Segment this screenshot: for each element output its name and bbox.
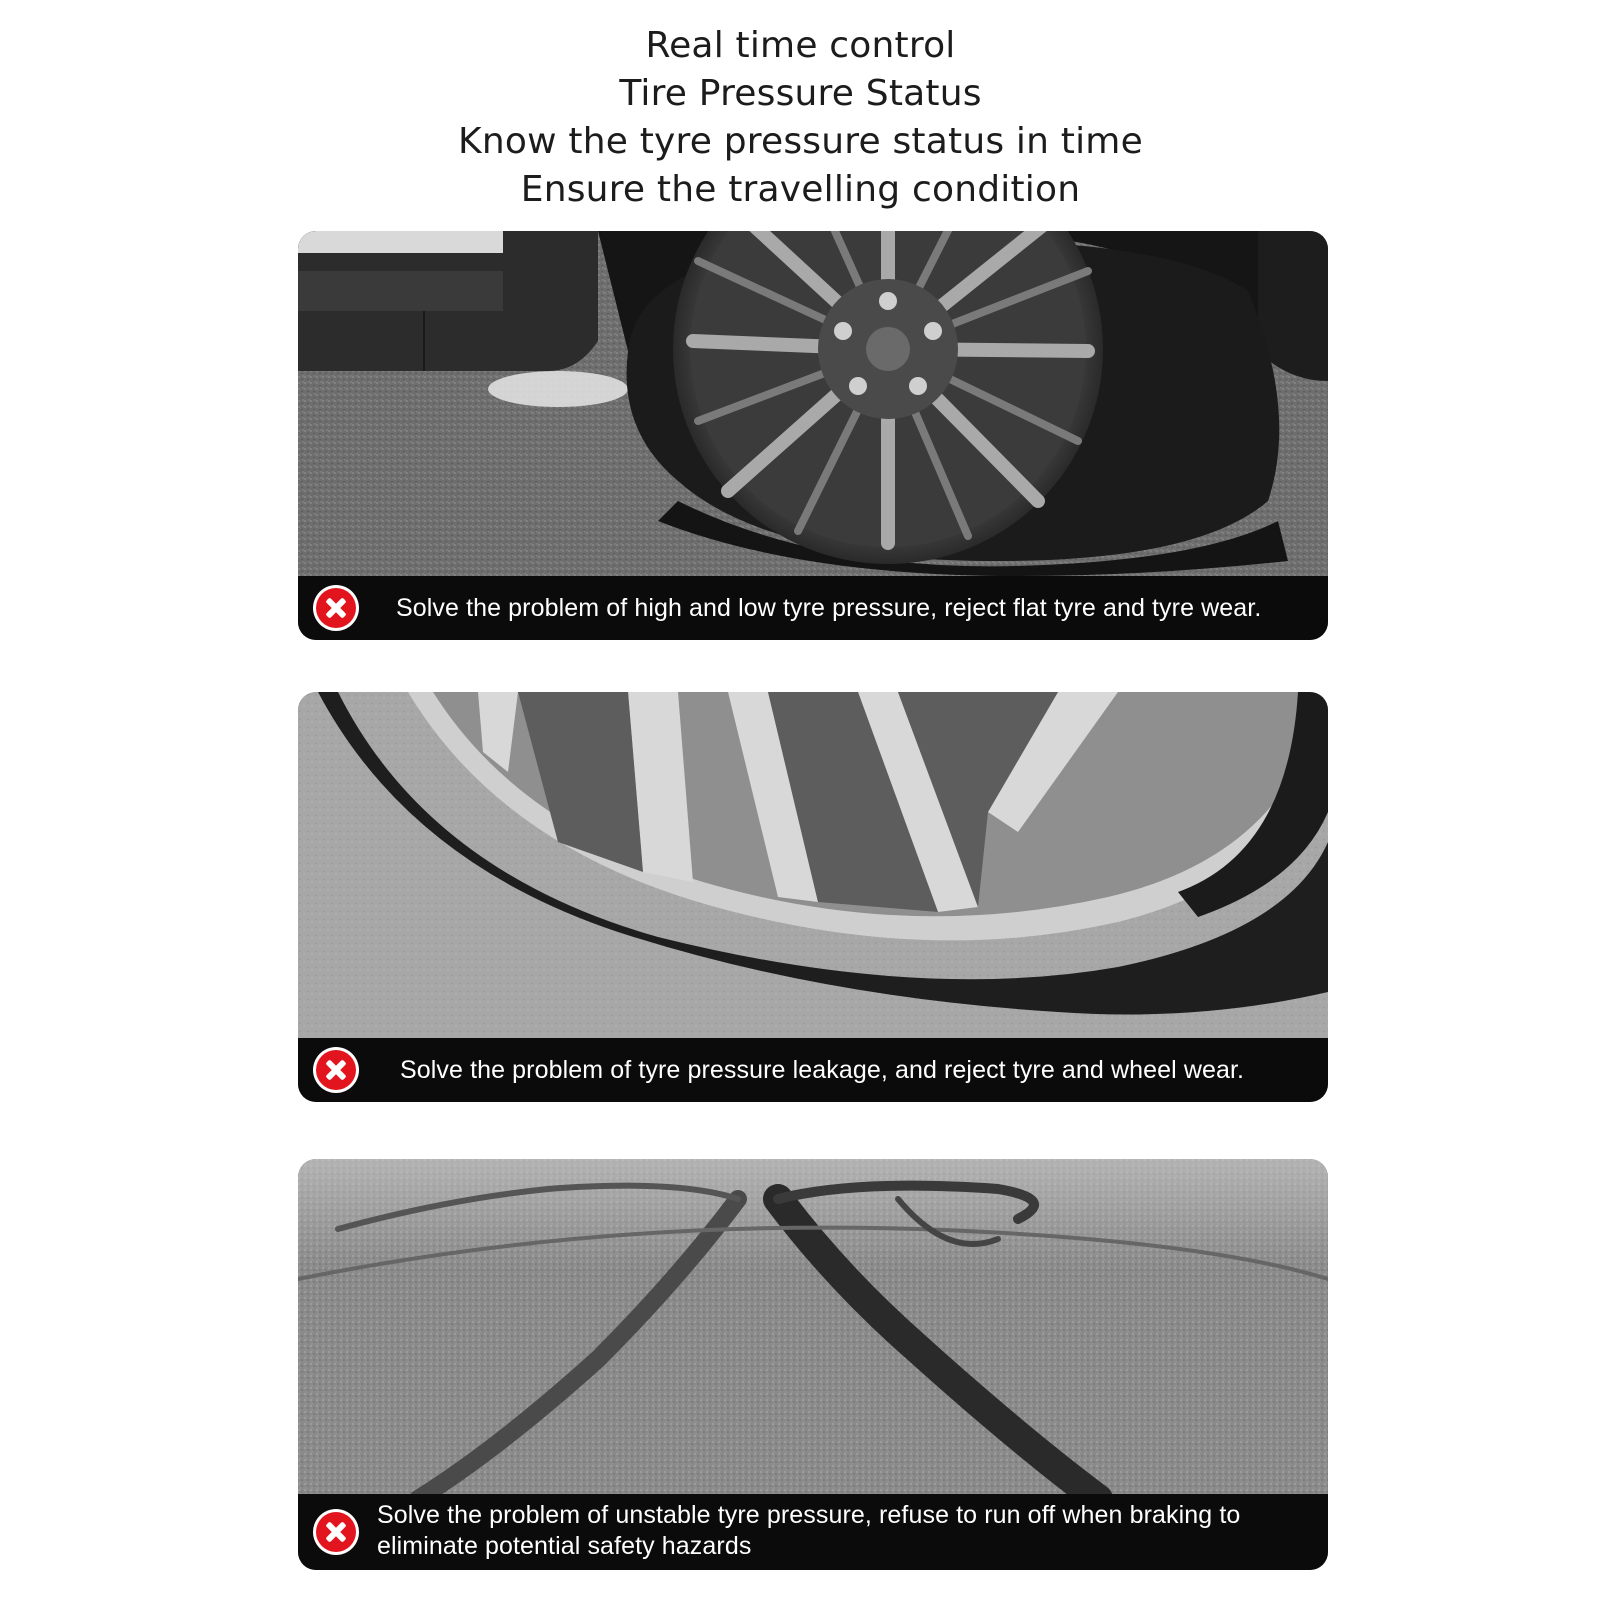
caption-bar [298,576,1328,640]
heading-line-1: Real time control [645,25,956,66]
panel-deflated-tyre [298,692,1328,1102]
heading-block [0,22,1601,214]
caption-text-line-1: Solve the problem of unstable tyre pressure, refuse to run off when braking to [377,1501,1241,1529]
heading-line-4: Ensure the travelling condition [520,169,1081,210]
red-cross-icon [316,1050,356,1090]
caption-text-line-2: eliminate potential safety hazards [377,1532,752,1560]
heading-line-3: Know the tyre pressure status in time [458,121,1143,162]
caption-bar [298,1038,1328,1102]
red-cross-icon [316,588,356,628]
caption-text: Solve the problem of high and low tyre pressure, reject flat tyre and tyre wear. [396,594,1262,622]
heading-line-2: Tire Pressure Status [619,73,982,114]
red-cross-icon [316,1512,356,1552]
panel-skid-marks [298,1159,1328,1570]
caption-bar [298,1494,1328,1570]
panel-flat-tyre [298,231,1328,640]
caption-text: Solve the problem of tyre pressure leakage, and reject tyre and wheel wear. [400,1056,1245,1084]
